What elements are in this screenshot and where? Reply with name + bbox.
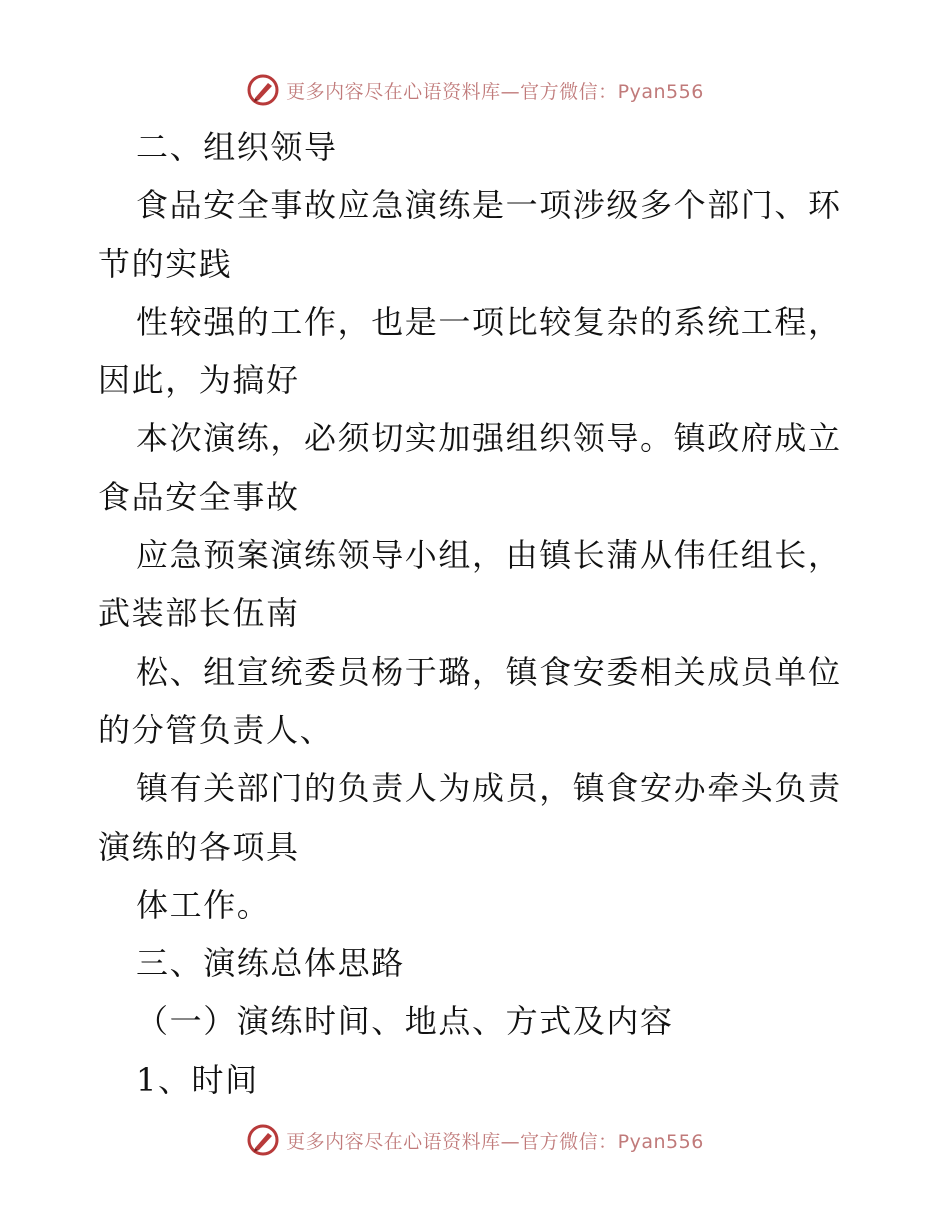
pen-logo-icon (246, 1123, 280, 1157)
pen-logo-icon (246, 73, 280, 107)
subsection-heading: （一）演练时间、地点、方式及内容 (136, 1002, 674, 1041)
paragraph-line: 的分管负责人、 (98, 710, 334, 749)
paragraph-line: 食品安全事故 (98, 477, 300, 516)
paragraph-line: 演练的各项具 (98, 827, 300, 866)
header-banner-text: 更多内容尽在心语资料库—官方微信：Pyan556 (286, 80, 704, 103)
paragraph-line: 体工作。 (136, 885, 271, 924)
paragraph-line: 食品安全事故应急演练是一项涉级多个部门、环 (136, 186, 842, 225)
paragraph-line: 性较强的工作，也是一项比较复杂的系统工程， (136, 302, 842, 341)
paragraph-line: 应急预案演练领导小组，由镇长蒲从伟任组长， (136, 536, 842, 575)
paragraph-line: 镇有关部门的负责人为成员，镇食安办牵头负责 (136, 769, 842, 808)
paragraph-line: 松、组宣统委员杨于璐，镇食安委相关成员单位 (136, 652, 842, 691)
paragraph-line: 节的实践 (98, 244, 233, 283)
item-heading: 1、时间 (136, 1060, 259, 1099)
section-heading: 二、组织领导 (136, 128, 338, 166)
paragraph-line: 因此，为搞好 (98, 361, 300, 400)
paragraph-line: 本次演练，必须切实加强组织领导。镇政府成立 (136, 419, 842, 458)
section-heading: 三、演练总体思路 (136, 944, 405, 983)
footer-banner-text: 更多内容尽在心语资料库—官方微信：Pyan556 (286, 1130, 704, 1153)
paragraph-line: 武装部长伍南 (98, 594, 300, 633)
document-body (98, 118, 858, 1109)
footer-banner (0, 1118, 950, 1162)
header-banner (0, 68, 950, 112)
